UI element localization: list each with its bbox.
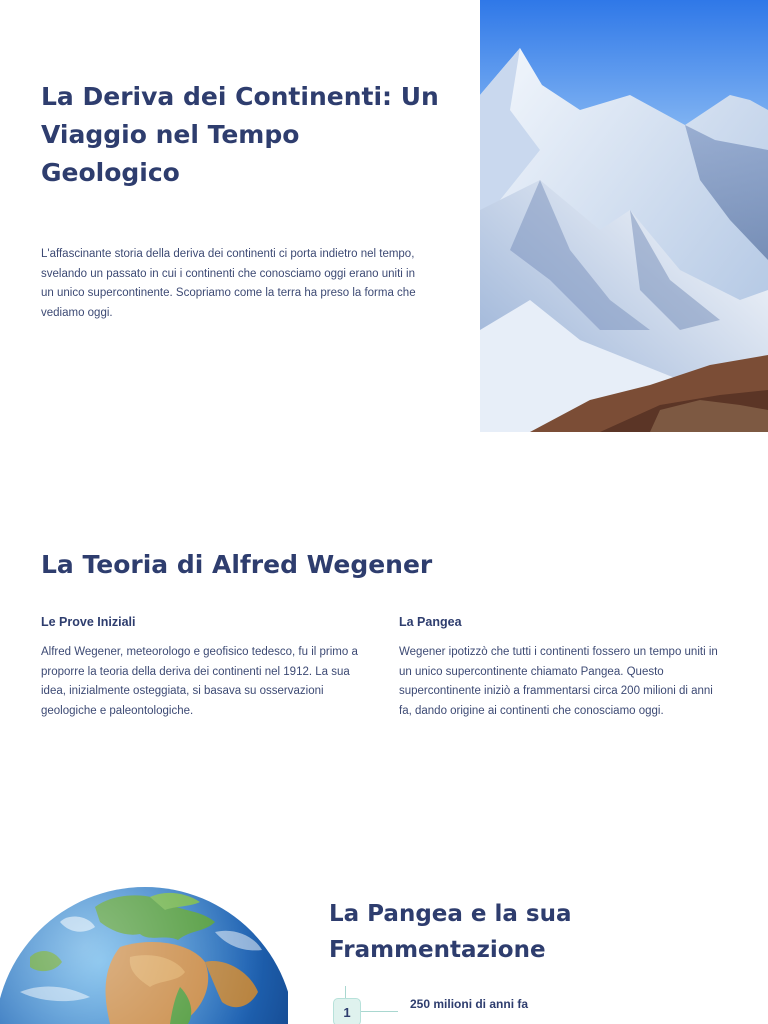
hero-title: La Deriva dei Continenti: Un Viaggio nel Tempo Geologico	[41, 82, 439, 187]
initial-evidence-column	[41, 613, 361, 721]
timeline-step-label: 250 milioni di anni fa	[410, 997, 529, 1011]
hero-body: L'affascinante storia della deriva dei continenti ci porta indietro nel tempo, svelando un passato in cui i continenti che conosciamo oggi erano uniti in un unico supercontinente. Scopriamo come la terra ha preso la forma che vediamo oggi.	[41, 248, 416, 319]
wegener-title: La Teoria di Alfred Wegener	[41, 550, 433, 579]
timeline-step-badge: 1	[333, 998, 361, 1024]
mountain-image	[480, 0, 768, 432]
pangea-text: Wegener ipotizzò che tutti i continenti fossero un tempo uniti in un unico supercontinente chiamato Pangea. Questo supercontinente iniziò a frammentarsi circa 200 milioni di anni fa, dando origine ai continenti che conosciamo oggi.	[399, 646, 718, 717]
pangea-slide	[0, 862, 768, 1024]
pangea-column	[399, 613, 719, 721]
pangea-heading: La Pangea	[399, 615, 462, 629]
pangea-fragmentation-title: La Pangea e la sua Frammentazione	[329, 901, 572, 963]
hero-slide	[0, 0, 768, 432]
wegener-slide	[0, 520, 768, 760]
timeline-connector	[358, 1011, 398, 1012]
initial-evidence-text: Alfred Wegener, meteorologo e geofisico tedesco, fu il primo a proporre la teoria della deriva dei continenti nel 1912. La sua idea, inizialmente osteggiata, si basava su osservazioni geologiche e paleontologiche.	[41, 646, 358, 717]
initial-evidence-heading: Le Prove Iniziali	[41, 615, 136, 629]
globe-image	[0, 862, 288, 1024]
